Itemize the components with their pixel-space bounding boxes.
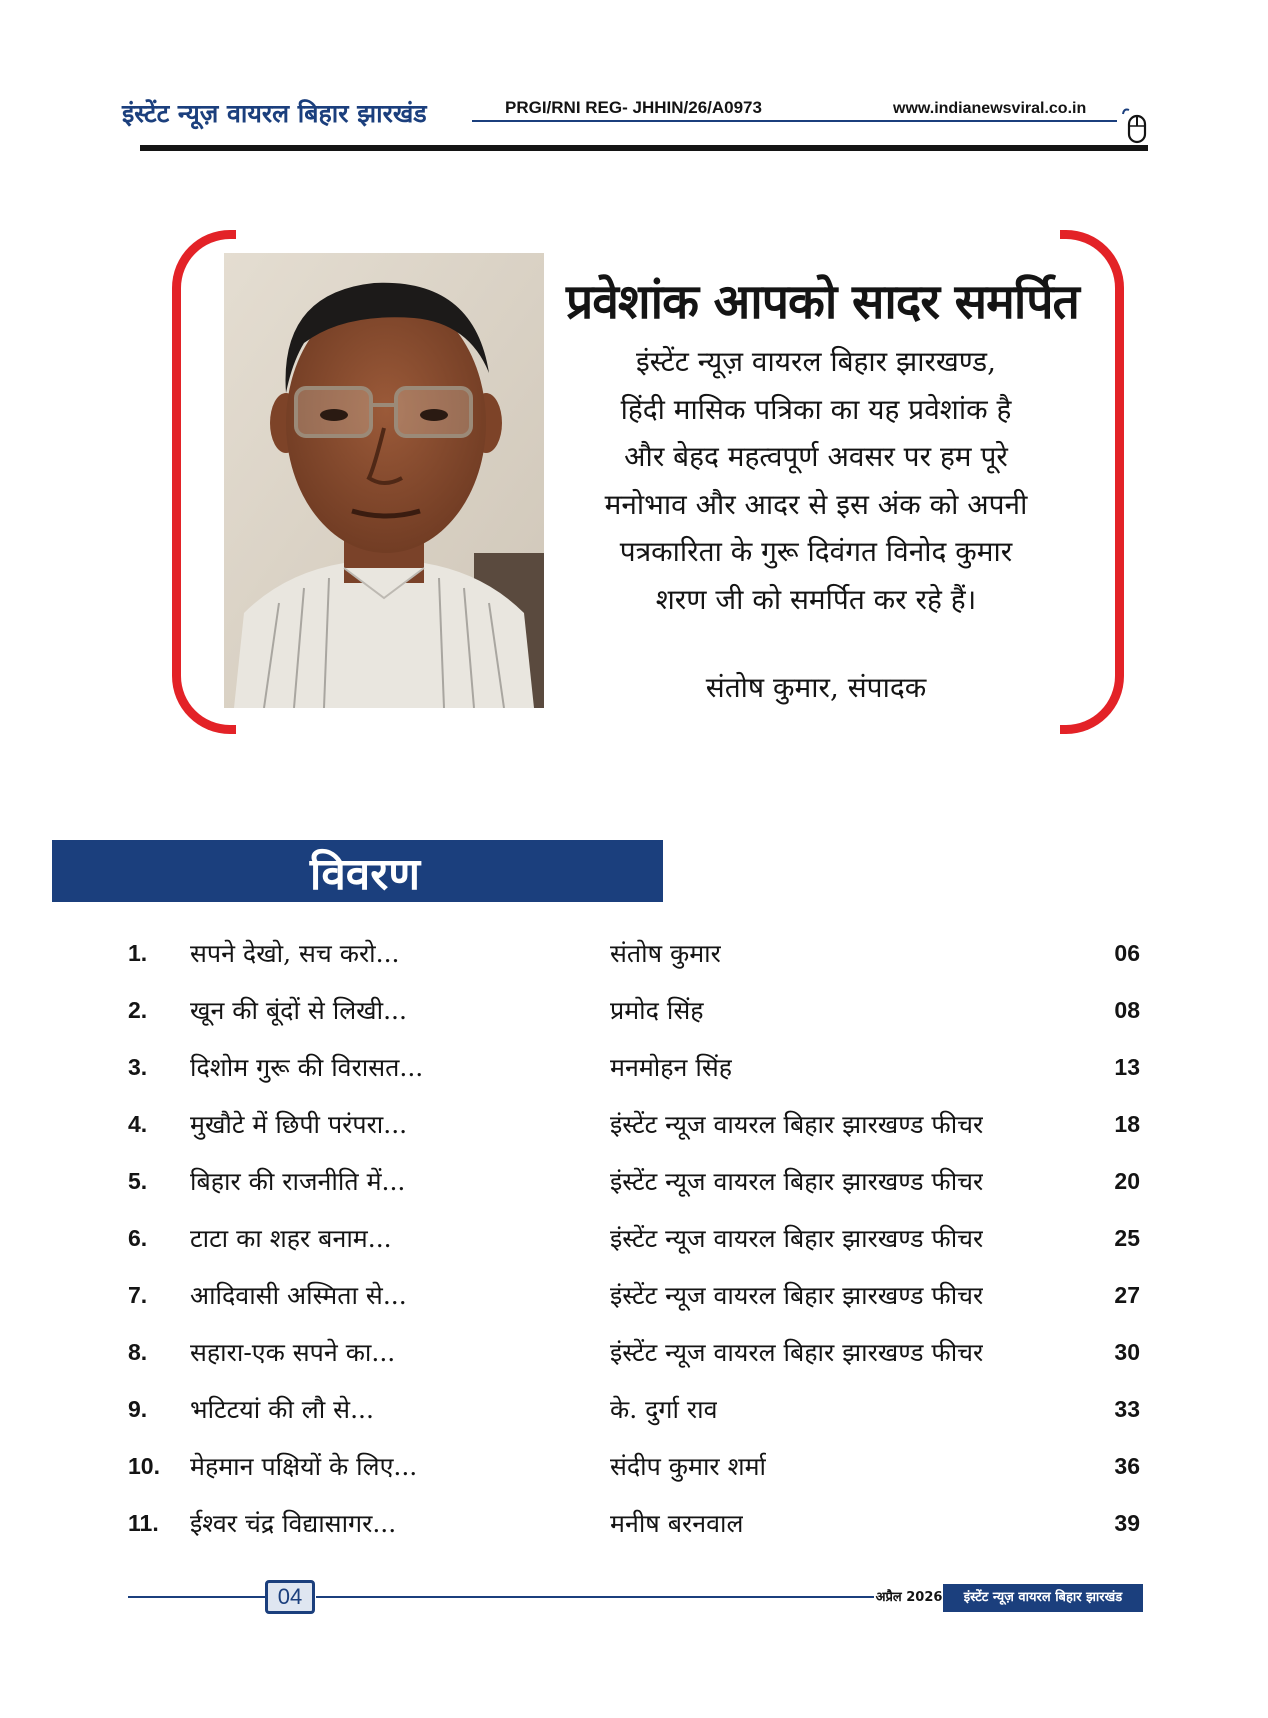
toc-title: खून की बूंदों से लिखी... (190, 996, 407, 1025)
toc-title: आदिवासी अस्मिता से... (190, 1281, 407, 1310)
website-url: www.indianewsviral.co.in (893, 100, 1087, 117)
toc-author: मनमोहन सिंह (610, 1053, 732, 1082)
toc-number: 9. (128, 1396, 148, 1422)
page-number: 04 (265, 1580, 315, 1614)
dedication-line: शरण जी को समर्पित कर रहे हैं। (655, 582, 977, 616)
dedication-line: हिंदी मासिक पत्रिका का यह प्रवेशांक है (620, 392, 1012, 426)
toc-title: सपने देखो, सच करो... (190, 939, 400, 968)
toc-author: इंस्टेंट न्यूज वायरल बिहार झारखण्ड फीचर (610, 1338, 984, 1367)
toc-page: 13 (1114, 1054, 1140, 1080)
toc-number: 4. (128, 1111, 148, 1137)
toc-author: इंस्टेंट न्यूज वायरल बिहार झारखण्ड फीचर (610, 1281, 984, 1310)
toc-row[interactable] (0, 1221, 1268, 1261)
toc-row[interactable] (0, 936, 1268, 976)
footer-publication-name: इंस्टेंट न्यूज़ वायरल बिहार झारखंड (963, 1590, 1123, 1605)
toc-title: दिशोम गुरू की विरासत... (190, 1053, 424, 1082)
toc-row[interactable] (0, 1506, 1268, 1546)
toc-row[interactable] (0, 1392, 1268, 1432)
toc-page: 18 (1114, 1111, 1140, 1137)
masthead-title: इंस्टेंट न्यूज़ वायरल बिहार झारखंड (122, 99, 427, 128)
contents-title: विवरण (309, 849, 421, 900)
toc-number: 3. (128, 1054, 148, 1080)
toc-author: प्रमोद सिंह (610, 996, 704, 1025)
registration-number: PRGI/RNI REG- JHHIN/26/A0973 (505, 98, 762, 117)
toc-page: 08 (1114, 997, 1140, 1023)
dedication-line: मनोभाव और आदर से इस अंक को अपनी (604, 487, 1028, 521)
toc-number: 8. (128, 1339, 148, 1365)
footer-rule-left (128, 1596, 266, 1598)
toc-page: 27 (1114, 1282, 1140, 1308)
toc-page: 39 (1114, 1510, 1140, 1536)
toc-title: मेहमान पक्षियों के लिए... (190, 1452, 418, 1481)
toc-title: बिहार की राजनीति में... (190, 1167, 406, 1196)
toc-row[interactable] (0, 993, 1268, 1033)
editor-signature: संतोष कुमार, संपादक (705, 671, 927, 704)
toc-row[interactable] (0, 1449, 1268, 1489)
toc-number: 11. (128, 1510, 159, 1536)
toc-title: टाटा का शहर बनाम... (190, 1224, 392, 1253)
issue-date: अप्रैल 2026 (875, 1590, 943, 1605)
toc-title: मुखौटे में छिपी परंपरा... (190, 1110, 408, 1139)
dedication-line: और बेहद महत्वपूर्ण अवसर पर हम पूरे (624, 440, 1008, 473)
toc-title: सहारा-एक सपने का... (190, 1338, 396, 1367)
toc-number: 6. (128, 1225, 148, 1251)
toc-number: 7. (128, 1282, 148, 1308)
toc-author: इंस्टेंट न्यूज वायरल बिहार झारखण्ड फीचर (610, 1167, 984, 1196)
toc-number: 5. (128, 1168, 148, 1194)
toc-author: मनीष बरनवाल (610, 1509, 744, 1538)
toc-number: 2. (128, 997, 148, 1023)
dedication-line: पत्रकारिता के गुरू दिवंगत विनोद कुमार (619, 535, 1013, 568)
toc-title: ईश्वर चंद्र विद्यासागर... (190, 1509, 397, 1538)
toc-page: 25 (1114, 1225, 1140, 1251)
toc-author: संतोष कुमार (610, 939, 721, 968)
toc-page: 06 (1114, 940, 1140, 966)
toc-page: 20 (1114, 1168, 1140, 1194)
toc-row[interactable] (0, 1278, 1268, 1318)
toc-author: संदीप कुमार शर्मा (610, 1452, 767, 1481)
dedication-line: इंस्टेंट न्यूज़ वायरल बिहार झारखण्ड, (635, 345, 996, 378)
toc-number: 10. (128, 1453, 160, 1479)
toc-author: के. दुर्गा राव (610, 1395, 718, 1424)
toc-row[interactable] (0, 1335, 1268, 1375)
toc-title: भटिटयां की लौ से... (190, 1395, 374, 1424)
toc-page: 33 (1114, 1396, 1140, 1422)
toc-page: 36 (1114, 1453, 1140, 1479)
footer-rule-middle (316, 1596, 874, 1598)
toc-number: 1. (128, 940, 148, 966)
toc-row[interactable] (0, 1050, 1268, 1090)
toc-page: 30 (1114, 1339, 1140, 1365)
toc-row[interactable] (0, 1107, 1268, 1147)
dedication-heading: प्रवेशांक आपको सादर समर्पित (566, 274, 1079, 330)
toc-row[interactable] (0, 1164, 1268, 1204)
toc-author: इंस्टेंट न्यूज वायरल बिहार झारखण्ड फीचर (610, 1224, 984, 1253)
toc-author: इंस्टेंट न्यूज वायरल बिहार झारखण्ड फीचर (610, 1110, 984, 1139)
